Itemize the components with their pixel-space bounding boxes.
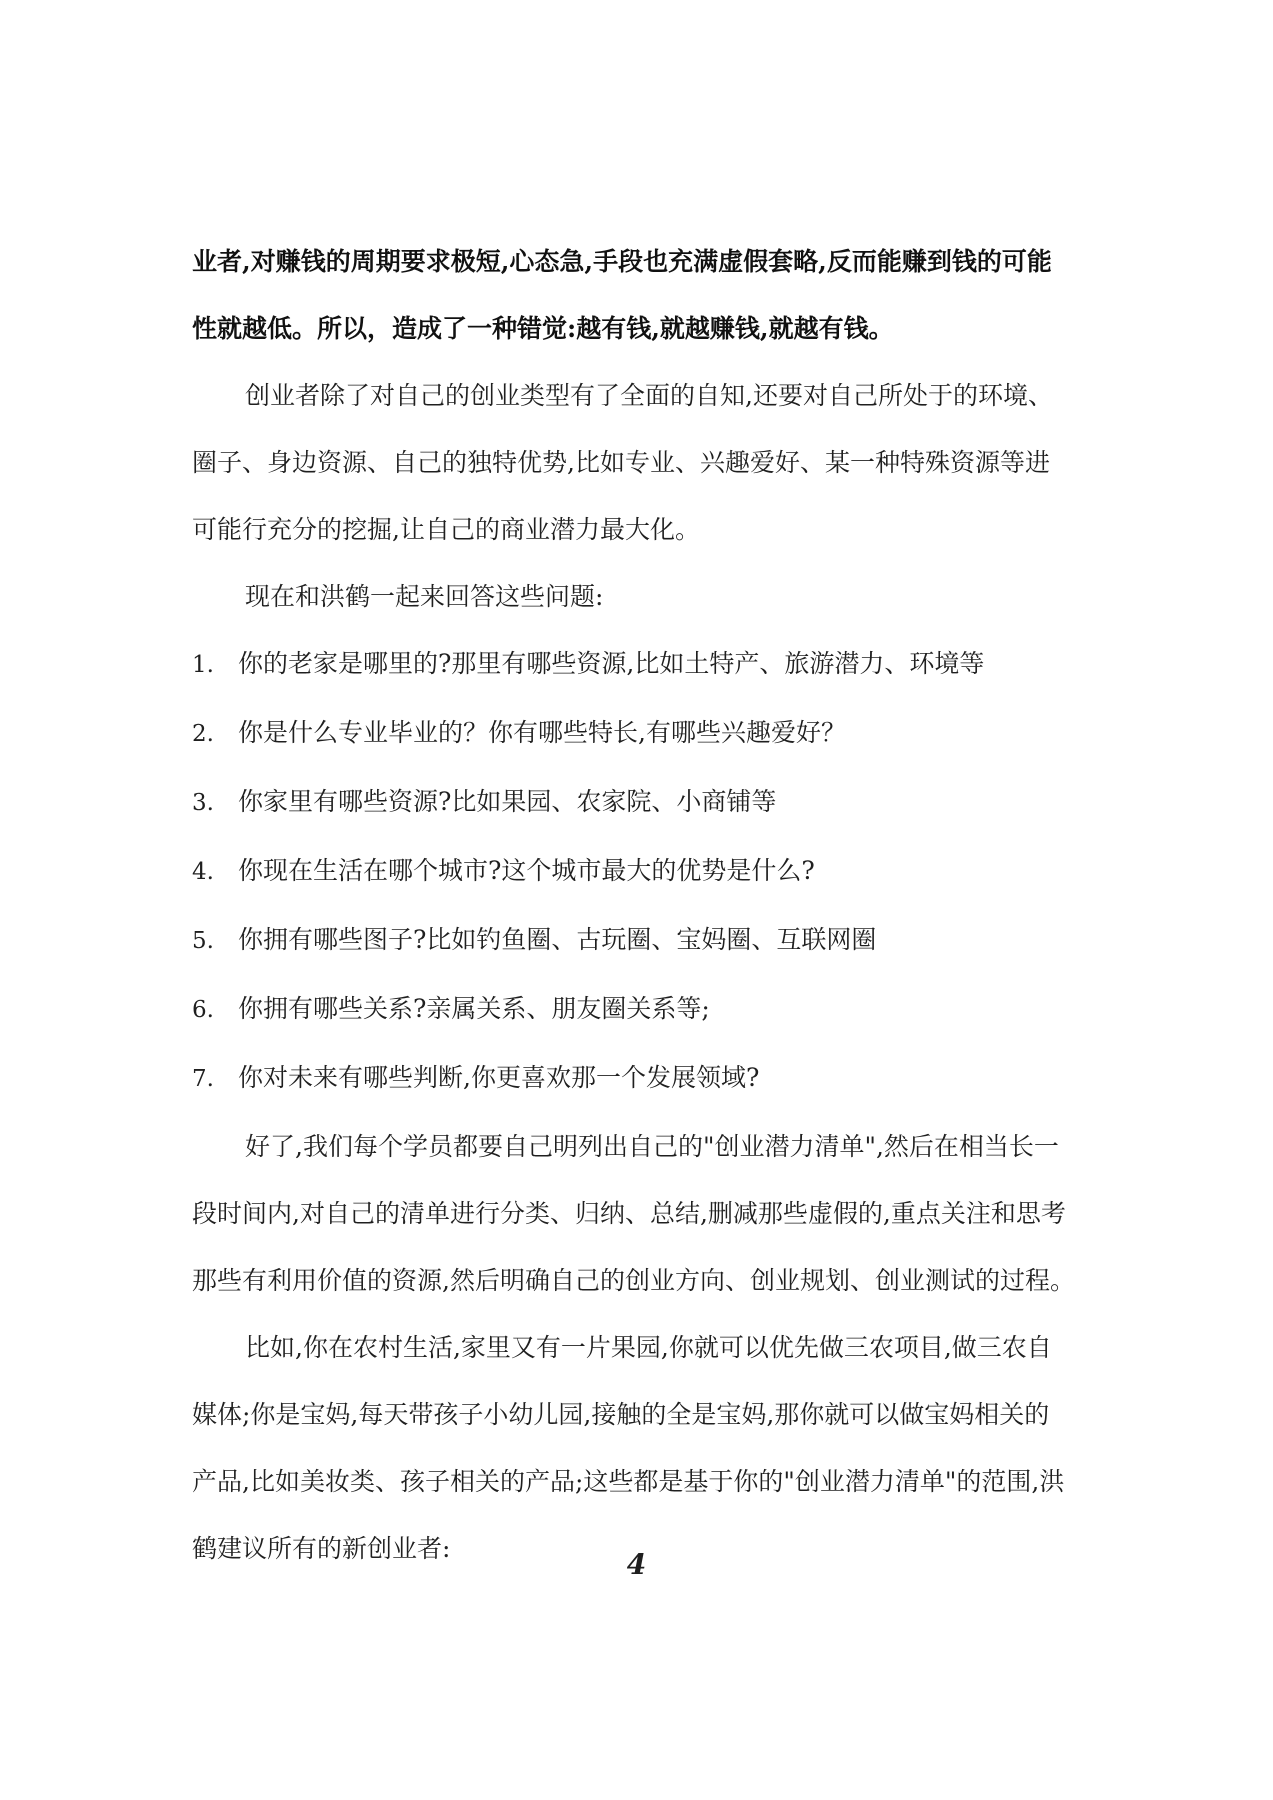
paragraph-1-line-1: 业者,对赚钱的周期要求极短,心态急,手段也充满虚假套略,反而能赚到钱的可能 — [192, 247, 1052, 276]
paragraph-4-line-3: 那些有利用价值的资源,然后明确自己的创业方向、创业规划、创业测试的过程。 — [192, 1266, 1075, 1295]
question-item-6 — [192, 975, 1092, 1044]
question-item-3 — [192, 768, 1092, 837]
question-item-5 — [192, 906, 1092, 975]
question-number: 6. — [192, 997, 214, 1023]
page-number: 4 — [626, 1548, 647, 1581]
question-item-1 — [192, 630, 1092, 699]
question-number: 4. — [192, 859, 214, 885]
paragraph-5-line-4: 鹤建议所有的新创业者: — [192, 1534, 451, 1563]
paragraph-5-line-1: 比如,你在农村生活,家里又有一片果园,你就可以优先做三农项目,做三农自 — [245, 1333, 1052, 1362]
question-text: 你现在生活在哪个城市?这个城市最大的优势是什么? — [238, 856, 815, 885]
question-text: 你是什么专业毕业的？你有哪些特长,有哪些兴趣爱好？ — [238, 718, 846, 747]
question-item-2 — [192, 699, 1092, 768]
paragraph-2-line-2: 圈子、身边资源、自己的独特优势,比如专业、兴趣爱好、某一种特殊资源等进 — [192, 448, 1050, 477]
question-item-4 — [192, 837, 1092, 906]
paragraph-4-line-2: 段时间内,对自己的清单进行分类、归纳、总结,删减那些虚假的,重点关注和思考 — [192, 1199, 1066, 1228]
question-number: 7. — [192, 1066, 214, 1092]
paragraph-1-line-2: 性就越低。所以，造成了一种错觉:越有钱,就越赚钱,就越有钱。 — [192, 314, 894, 343]
paragraph-2-line-3: 可能行充分的挖掘,让自己的商业潜力最大化。 — [192, 515, 700, 544]
question-number: 3. — [192, 790, 214, 816]
question-text: 你拥有哪些关系?亲属关系、朋友圈关系等; — [238, 994, 710, 1023]
paragraph-4-line-1: 好了,我们每个学员都要自己明列出自己的"创业潜力清单",然后在相当长一 — [245, 1132, 1059, 1161]
question-text: 你家里有哪些资源?比如果园、农家院、小商铺等 — [238, 787, 777, 816]
question-text: 你拥有哪些图子?比如钓鱼圈、古玩圈、宝妈圈、互联网圈 — [238, 925, 877, 954]
question-number: 5. — [192, 928, 214, 954]
question-text: 你的老家是哪里的?那里有哪些资源,比如土特产、旅游潜力、环境等 — [238, 649, 985, 678]
paragraph-5-line-2: 媒体;你是宝妈,每天带孩子小幼儿园,接触的全是宝妈,那你就可以做宝妈相关的 — [192, 1400, 1050, 1429]
question-number: 2. — [192, 721, 214, 747]
document-body — [192, 228, 1092, 1582]
question-item-7 — [192, 1044, 1092, 1113]
paragraph-2-line-1: 创业者除了对自己的创业类型有了全面的自知,还要对自己所处于的环境、 — [245, 381, 1053, 410]
question-number: 1. — [192, 652, 214, 678]
paragraph-3: 现在和洪鹤一起来回答这些问题: — [245, 582, 604, 611]
paragraph-5-line-3: 产品,比如美妆类、孩子相关的产品;这些都是基于你的"创业潜力清单"的范围,洪 — [192, 1467, 1065, 1496]
question-text: 你对未来有哪些判断,你更喜欢那一个发展领域? — [238, 1063, 760, 1092]
